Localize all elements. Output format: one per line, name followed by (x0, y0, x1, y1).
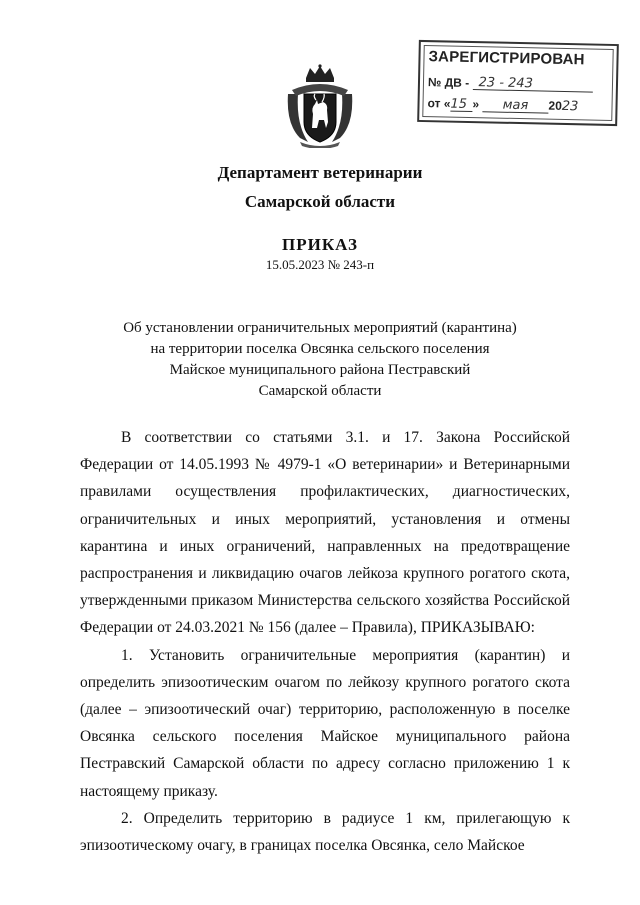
stamp-year-prefix: 20 (548, 98, 562, 113)
department-name-line1: Департамент ветеринарии (217, 163, 423, 182)
subject-line: Об установлении ограничительных мероприятий (карантина) (123, 320, 517, 336)
stamp-number-label: № ДВ - (427, 75, 470, 90)
document-type: ПРИКАЗ (282, 235, 358, 254)
stamp-title: ЗАРЕГИСТРИРОВАН (428, 48, 585, 69)
subject-line: Самарской области (258, 383, 382, 399)
stamp-date-row (427, 96, 578, 114)
stamp-year-suffix: 23 (561, 98, 579, 115)
stamp-date-month: мая (502, 97, 529, 114)
stamp-number-value: 23 - 243 (478, 75, 534, 92)
document-date-number: 15.05.2023 № 243-п (265, 257, 375, 272)
stamp-number-line (472, 75, 592, 93)
stamp-day-line (450, 97, 472, 112)
stamp-month-line (482, 97, 548, 113)
stamp-date-day: 15 (450, 96, 468, 112)
body-paragraph-item-1: 1. Установить ограничительные мероприятия (карантин) и определить эпизоотическим очагом по лейкозу крупного рогатого скота (далее – эпизоотический очаг) территорию, расположенную в поселке Овсянка сельского поселения Майское муниципального района Пестравский Самарской области по адресу согласно приложению 1 к настоящему приказу. (80, 646, 570, 800)
subject-line: на территории поселка Овсянка сельского поселения (150, 341, 490, 357)
document-body (80, 424, 570, 859)
body-paragraph-preamble: В соответствии со статьями 3.1. и 17. Закона Российской Федерации от 14.05.1993 № 4979-1 «О ветеринарии» и Ветеринарными правилами осуществления профилактических, диагностических, ограничительных и иных мероприятий, установления и отмены карантина и иных ограничений, направленных на предотвращение распространения и ликвидацию очагов лейкоза крупного рогатого скота, утвержденными приказом Министерства сельского хозяйства Российской Федерации от 24.03.2021 № 156 (далее – Правила), ПРИКАЗЫВАЮ: (80, 429, 570, 637)
document-subject (0, 318, 640, 402)
subject-line: Майское муниципального района Пестравский (169, 362, 471, 378)
stamp-date-close: » (472, 97, 480, 112)
body-paragraph-item-2: 2. Определить территорию в радиусе 1 км, прилегающую к эпизоотическому очагу, в границах поселка Овсянка, село Майское (80, 809, 570, 855)
stamp-date-from: от « (427, 96, 451, 111)
samara-coat-of-arms-icon (282, 64, 358, 148)
registration-stamp (417, 40, 619, 126)
department-name-line2: Самарской области (244, 192, 396, 211)
